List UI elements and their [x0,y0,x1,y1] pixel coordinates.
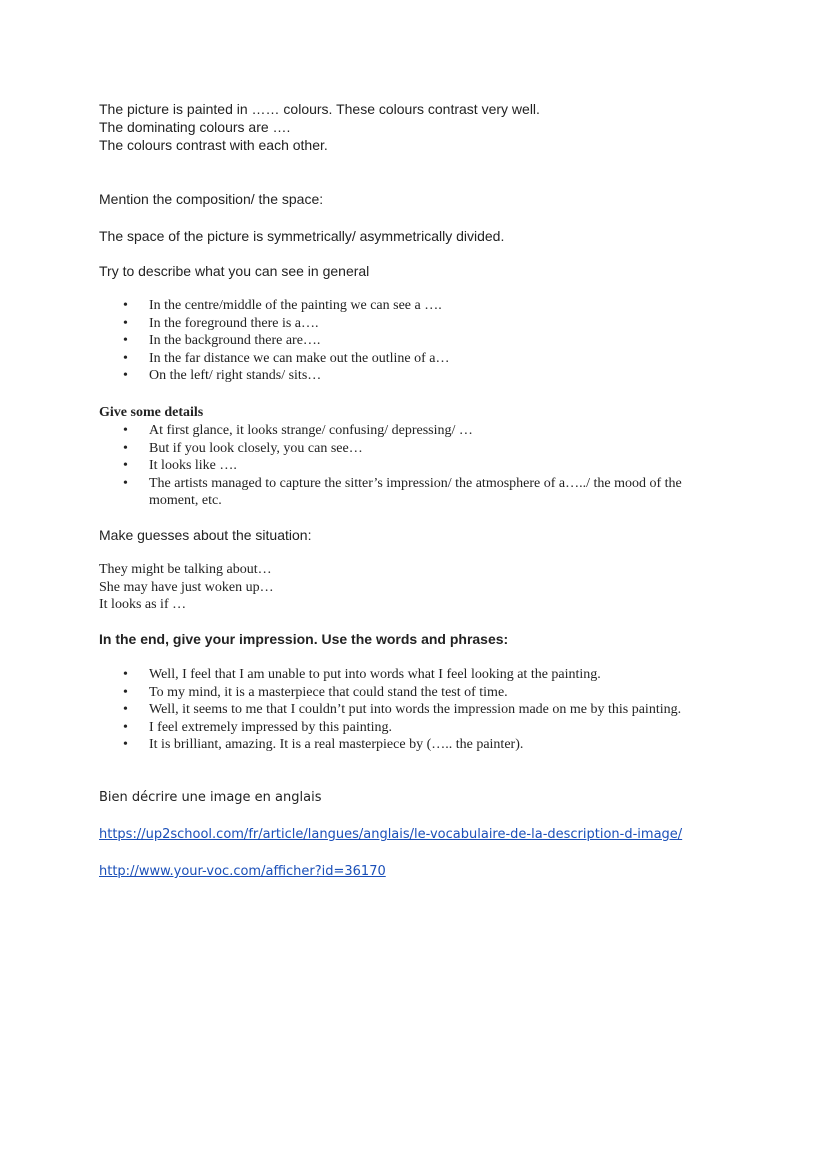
list-item: • On the left/ right stands/ sits… [99,367,728,385]
composition-text: The space of the picture is symmetrically/ asymmetrically divided. [99,228,505,244]
general-list [99,297,728,385]
list-item: • It is brilliant, amazing. It is a real masterpiece by (….. the painter). [99,736,688,754]
guess-line-3: It looks as if … [99,597,187,613]
impression-list [99,666,688,754]
colours-section [99,100,728,154]
link-row-2 [99,863,728,881]
general-heading: Try to describe what you can see in general [99,263,370,279]
guess-line-2: She may have just woken up… [99,579,274,595]
list-item: • Well, it seems to me that I couldn’t put into words the impression made on me by this painting. [99,701,688,719]
list-item: • Well, I feel that I am unable to put into words what I feel looking at the painting. [99,666,688,684]
list-item: • In the foreground there is a…. [99,315,728,333]
links-title: Bien décrire une image en anglais [99,790,322,805]
colours-line-1: The picture is painted in …… colours. These colours contrast very well. [99,101,540,117]
guesses-heading: Make guesses about the situation: [99,527,312,543]
guesses-lines [99,561,728,614]
your-voc-link[interactable]: http://www.your-voc.com/afficher?id=36170 [99,864,386,879]
list-item: • In the background there are…. [99,332,728,350]
list-item: • But if you look closely, you can see… [99,440,716,458]
list-item: • The artists managed to capture the sitter’s impression/ the atmosphere of a…../ the mood of the moment, etc. [99,475,716,510]
colours-line-2: The dominating colours are …. [99,119,291,135]
list-item: • In the far distance we can make out the outline of a… [99,350,728,368]
colours-line-3: The colours contrast with each other. [99,137,328,153]
details-heading: Give some details [99,405,204,420]
list-item: • At first glance, it looks strange/ confusing/ depressing/ … [99,422,716,440]
impression-heading: In the end, give your impression. Use the words and phrases: [99,631,509,647]
list-item: • In the centre/middle of the painting we can see a …. [99,297,728,315]
up2school-link[interactable]: https://up2school.com/fr/article/langues/anglais/le-vocabulaire-de-la-description-d-image/ [99,827,683,842]
link-row-1 [99,826,788,844]
list-item: • It looks like …. [99,457,716,475]
list-item: • To my mind, it is a masterpiece that could stand the test of time. [99,684,688,702]
details-list [99,422,716,510]
list-item: • I feel extremely impressed by this painting. [99,719,688,737]
composition-heading: Mention the composition/ the space: [99,191,324,207]
guess-line-1: They might be talking about… [99,562,272,577]
